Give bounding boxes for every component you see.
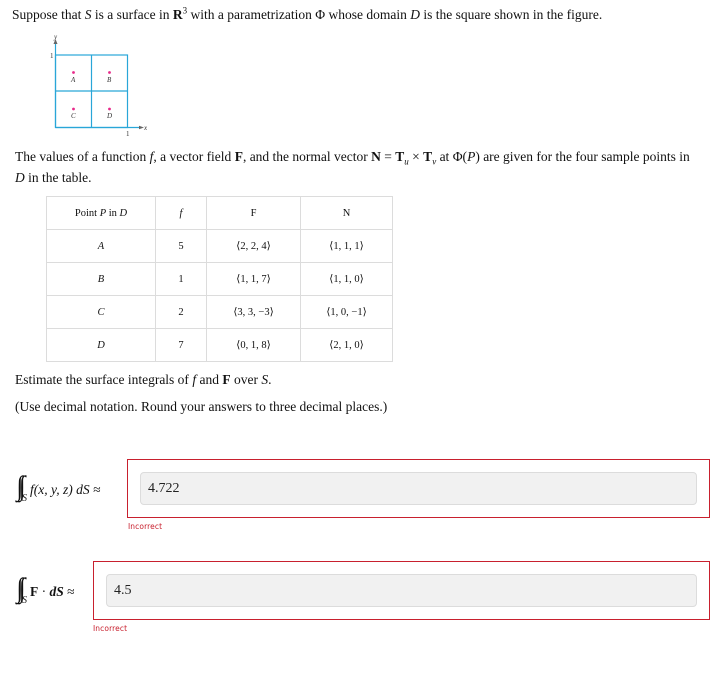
- var-T: T: [423, 149, 433, 164]
- instructions-text: (Use decimal notation. Round your answers to three decimal places.): [15, 399, 388, 414]
- cell-N: ⟨1, 0, −1⟩: [301, 296, 393, 329]
- text: Estimate the surface integrals of: [15, 372, 193, 387]
- cell-f: 1: [156, 263, 207, 296]
- var-F: F: [30, 584, 39, 599]
- approx-symbol: ≈: [63, 584, 75, 599]
- cell-F: ⟨0, 1, 8⟩: [207, 329, 301, 362]
- task-text: [15, 370, 271, 390]
- header-f: f: [156, 197, 207, 230]
- superscript: 3: [182, 5, 188, 16]
- sample-points-table: [46, 196, 393, 362]
- subscript-u: u: [404, 156, 409, 167]
- cell-point: C: [47, 296, 156, 329]
- text: is a surface in: [91, 7, 173, 22]
- set-R: R: [172, 7, 183, 22]
- point-D-label: D: [107, 112, 113, 120]
- point-C-label: C: [71, 112, 76, 120]
- answer-1-feedback: Incorrect: [128, 522, 163, 531]
- table-description-line2: [15, 168, 91, 188]
- point-C-marker: [72, 108, 75, 111]
- table-description: [15, 147, 690, 167]
- y-tick-label: 1: [50, 52, 54, 60]
- table-row: [47, 263, 393, 296]
- text: and: [196, 372, 223, 387]
- cell-F: ⟨1, 1, 7⟩: [207, 263, 301, 296]
- var-dS: dS: [49, 584, 64, 599]
- cell-point: B: [47, 263, 156, 296]
- surface-integral-f-label: [19, 474, 101, 504]
- cell-point: D: [47, 329, 156, 362]
- cell-N: ⟨2, 1, 0⟩: [301, 329, 393, 362]
- cell-N: ⟨1, 1, 1⟩: [301, 230, 393, 263]
- var-S: S: [84, 7, 92, 22]
- cell-point: A: [47, 230, 156, 263]
- symbol-phi: Φ: [315, 7, 326, 22]
- point-B-marker: [108, 71, 111, 74]
- domain-square-figure: [40, 30, 160, 140]
- integrand-text: f(x, y, z) dS ≈: [30, 482, 101, 497]
- subscript-v: v: [432, 156, 437, 167]
- var-D: D: [119, 207, 128, 219]
- var-T: T: [395, 149, 405, 164]
- header-point: [47, 197, 156, 230]
- cell-N: ⟨1, 1, 0⟩: [301, 263, 393, 296]
- point-D-marker: [108, 108, 111, 111]
- header-N: N: [301, 197, 393, 230]
- table-row: [47, 230, 393, 263]
- dot-operator: ·: [38, 584, 50, 599]
- answer-2-input[interactable]: [106, 574, 697, 607]
- text: , and the normal vector: [242, 149, 372, 164]
- cell-f: 2: [156, 296, 207, 329]
- text: The values of a function: [15, 149, 150, 164]
- point-B-label: B: [107, 76, 112, 84]
- x-tick-label: 1: [126, 130, 130, 138]
- var-D: D: [15, 170, 25, 185]
- x-axis-label: x: [144, 124, 148, 132]
- point-A-label: A: [71, 76, 76, 84]
- subscript-S: S: [22, 493, 27, 504]
- var-F: F: [234, 149, 243, 164]
- text: , a vector field: [153, 149, 235, 164]
- var-D: D: [410, 7, 421, 22]
- text: Point: [74, 207, 100, 219]
- flux-integral-F-label: [19, 576, 75, 606]
- text: in: [106, 207, 120, 219]
- text: =: [380, 149, 396, 164]
- answer-1-input[interactable]: [140, 472, 697, 505]
- var-F: F: [222, 372, 231, 387]
- answer-2-feedback: Incorrect: [93, 624, 128, 633]
- problem-intro: [12, 5, 602, 25]
- text: ×: [408, 149, 424, 164]
- y-axis-label: y: [54, 33, 58, 41]
- point-A-marker: [72, 71, 75, 74]
- text: Φ(: [452, 149, 468, 164]
- header-F: F: [207, 197, 301, 230]
- var-S: S: [261, 372, 269, 387]
- cell-F: ⟨3, 3, −3⟩: [207, 296, 301, 329]
- text: are given for the four sample points in: [479, 149, 690, 164]
- subscript-S: S: [22, 595, 27, 606]
- var-N: N: [371, 149, 381, 164]
- table-header-row: [47, 197, 393, 230]
- var-P: P: [467, 149, 476, 164]
- text: Suppose that: [12, 7, 85, 22]
- text: ): [475, 149, 480, 164]
- text: .: [268, 372, 272, 387]
- text: over: [230, 372, 262, 387]
- cell-F: ⟨2, 2, 4⟩: [207, 230, 301, 263]
- table-row: [47, 296, 393, 329]
- var-P: P: [99, 207, 107, 219]
- text: with a parametrization: [187, 7, 316, 22]
- var-f: f: [149, 149, 154, 164]
- text: whose domain: [325, 7, 411, 22]
- text: in the table.: [24, 170, 92, 185]
- cell-f: 7: [156, 329, 207, 362]
- text: is the square shown in the figure.: [420, 7, 603, 22]
- var-f: f: [192, 372, 197, 387]
- cell-f: 5: [156, 230, 207, 263]
- text: at: [436, 149, 453, 164]
- table-row: [47, 329, 393, 362]
